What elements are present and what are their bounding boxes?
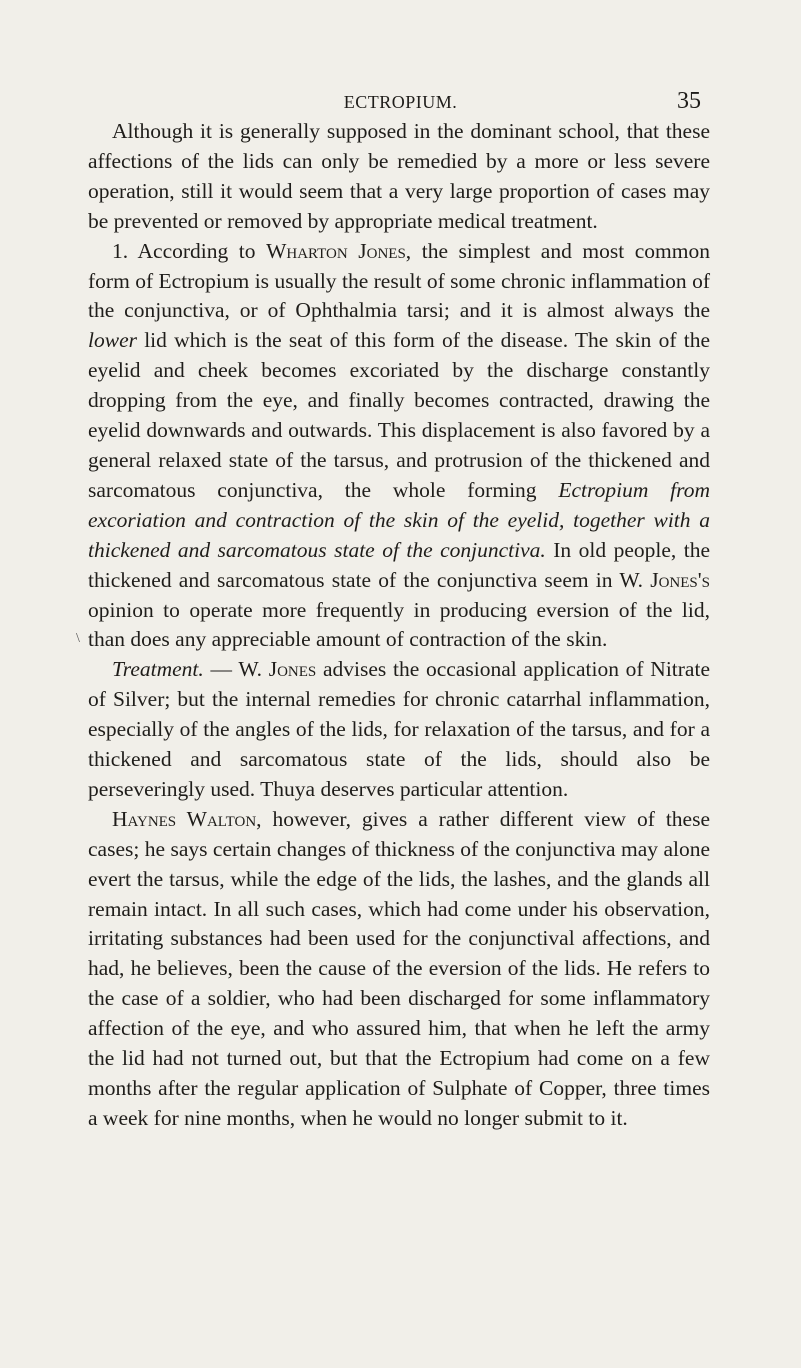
emphasis-lower: lower [88, 328, 137, 353]
paragraph-treatment [88, 655, 710, 805]
paragraph-text: advises the occasional application of Nitrate of Silver; but the internal remedies for chronic catarrhal inflammation, especially of the angles of the lids, for relaxation of the tarsus, and for a thickened and sarcomatous state of the lids, should also be perseveringly used. Thuya deserves particular attention. [88, 657, 710, 801]
paragraph-wharton-jones [88, 237, 710, 656]
author-name: Haynes Walton [112, 806, 257, 831]
ectropium-definition: Ectropium from excoriation and contraction of the skin of the eyelid, together with a thickened and sarcomatous state of the conjunctiva. [88, 477, 710, 562]
paragraph-text: In old people, the thickened and sarcomatous state of the conjunctiva seem in W. [88, 537, 710, 592]
paragraph-intro-text: Although it is generally supposed in the dominant school, that these affections of the lids can only be remedied by a more or less severe operation, still it would seem that a very large proportion of cases may be prevented or removed by appropriate medical treatment. [88, 119, 710, 233]
paragraph-intro [88, 117, 710, 237]
paragraph-text: lid which is the seat of this form of the disease. The skin of the eyelid and cheek becomes excoriated by the discharge constantly dropping from the eye, and finally becomes contracted, drawing the eyelid downwards and outwards. This displacement is also favored by a general relaxed state of the tarsus, and protrusion of the thickened and sarcomatous conjunctiva, the whole forming [88, 328, 710, 502]
page-number: 35 [677, 88, 701, 114]
author-name: Jones's [650, 567, 710, 592]
author-name: Wharton Jones [266, 238, 406, 263]
paragraph-text: — W. [203, 657, 269, 682]
author-name: Jones [268, 657, 317, 682]
body-text [88, 117, 710, 1134]
list-number: 1. According to [112, 238, 267, 263]
treatment-heading: Treatment. [112, 657, 204, 682]
page-header [0, 90, 801, 120]
running-head: ECTROPIUM. [343, 92, 458, 112]
paragraph-text: , however, gives a rather different view of these cases; he says certain changes of thickness of the conjunctiva may alone evert the tarsus, while the edge of the lids, the lashes, and the glands all remain intact. In all such cases, which had come under his observation, irritating substances had been used for the conjunctival affections, and had, he believes, been the cause of the eversion of the lids. He refers to the case of a soldier, who had been discharged for some inflammatory affection of the eye, and who assured him, that when he left the army the lid had not turned out, but that the Ectropium had come on a few months after the regular application of Sulphate of Copper, three times a week for nine months, when he would no longer submit to it. [88, 806, 710, 1130]
paragraph-text: opinion to operate more frequently in producing eversion of the lid, than does any appreciable amount of contraction of the skin. [88, 597, 710, 652]
paragraph-text: , the simplest and most common form of Ectropium is usually the result of some chronic inflammation of the conjunctiva, or of Ophthalmia tarsi; and it is almost always the [88, 238, 710, 323]
margin-tick-mark: \ [76, 631, 80, 646]
paragraph-haynes-walton [88, 805, 710, 1134]
